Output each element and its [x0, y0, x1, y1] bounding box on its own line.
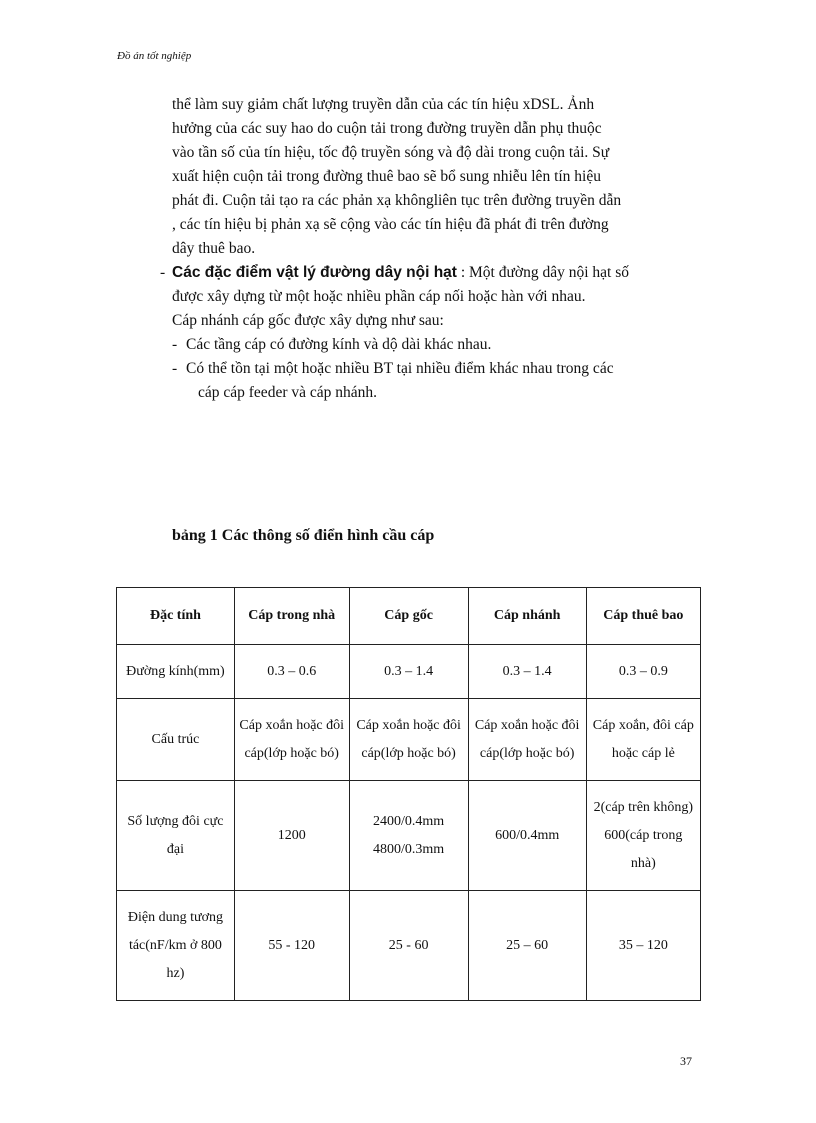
sub-bullet: [160, 357, 700, 381]
table-cell: 35 – 120: [586, 891, 700, 1001]
table-cell: 600/0.4mm: [468, 781, 586, 891]
table-cell: Điện dung tương tác(nF/km ở 800 hz): [117, 891, 235, 1001]
table-header-cell: Cáp thuê bao: [586, 588, 700, 645]
paragraph-line: dây thuê bao.: [172, 240, 256, 257]
paragraph-line: hưởng của các suy hao do cuộn tải trong đường truyền dẫn phụ thuộc: [172, 120, 602, 137]
table-cell: 25 – 60: [468, 891, 586, 1001]
table-cell: 0.3 – 0.6: [234, 645, 349, 699]
table-header-cell: Cáp trong nhà: [234, 588, 349, 645]
paragraph: [172, 93, 700, 261]
table-header-row: [117, 588, 701, 645]
table-cell: 0.3 – 1.4: [349, 645, 468, 699]
table-row: [117, 699, 701, 781]
table-cell: 2(cáp trên không) 600(cáp trong nhà): [586, 781, 700, 891]
sub-bullet-dash: -: [172, 360, 178, 377]
bullet-item: [160, 261, 700, 405]
table-cell: 0.3 – 1.4: [468, 645, 586, 699]
table-caption: bảng 1 Các thông số điển hình cầu cáp: [172, 527, 435, 544]
table-header-cell: Cáp nhánh: [468, 588, 586, 645]
table-row: [117, 645, 701, 699]
paragraph-line: vào tần số của tín hiệu, tốc độ truyền sóng và độ dài trong cuộn tải. Sự: [172, 144, 610, 161]
paragraph-line: , các tín hiệu bị phản xạ sẽ cộng vào các tín hiệu đã phát đi trên đường: [172, 216, 609, 233]
table-cell: 55 - 120: [234, 891, 349, 1001]
bullet-dash: -: [160, 264, 166, 281]
table-cell: Cáp xoắn, đôi cáp hoặc cáp lẻ: [586, 699, 700, 781]
bullet-text: : Một đường dây nội hạt số: [456, 264, 629, 281]
table-cell: Cấu trúc: [117, 699, 235, 781]
paragraph-line: thể làm suy giảm chất lượng truyền dẫn của các tín hiệu xDSL. Ảnh: [172, 96, 595, 113]
table-cell: 0.3 – 0.9: [586, 645, 700, 699]
table-cell: Cáp xoắn hoặc đôi cáp(lớp hoặc bó): [468, 699, 586, 781]
table-cell: 2400/0.4mm 4800/0.3mm: [349, 781, 468, 891]
bullet-first-line: [160, 261, 700, 285]
document-header: Đồ án tốt nghiệp: [117, 50, 192, 62]
bullet-line: Cáp nhánh cáp gốc được xây dựng như sau:: [172, 312, 444, 329]
table-cell: Số lượng đôi cực đại: [117, 781, 235, 891]
table-cell: Đường kính(mm): [117, 645, 235, 699]
bullet-line: được xây dựng từ một hoặc nhiều phần cáp nối hoặc hàn với nhau.: [172, 288, 586, 305]
paragraph-line: xuất hiện cuộn tải trong đường thuê bao sẽ bổ sung nhiễu lên tín hiệu: [172, 168, 601, 185]
sub-bullet-continuation: cáp cáp feeder và cáp nhánh.: [198, 384, 377, 401]
table-header-cell: Cáp gốc: [349, 588, 468, 645]
paragraph-line: phát đi. Cuộn tải tạo ra các phản xạ khôngliên tục trên đường truyền dẫn: [172, 192, 622, 209]
table-cell: Cáp xoắn hoặc đôi cáp(lớp hoặc bó): [349, 699, 468, 781]
table-cell: 1200: [234, 781, 349, 891]
body-text: [160, 93, 700, 405]
sub-bullet-dash: -: [172, 336, 178, 353]
sub-bullet-text: Có thể tồn tại một hoặc nhiều BT tại nhiều điểm khác nhau trong các: [186, 360, 614, 377]
table-cell: 25 - 60: [349, 891, 468, 1001]
page-number: 37: [680, 1054, 692, 1068]
table-cell: Cáp xoắn hoặc đôi cáp(lớp hoặc bó): [234, 699, 349, 781]
table-header-cell: Đặc tính: [117, 588, 235, 645]
table-row: [117, 781, 701, 891]
sub-bullet-text: Các tầng cáp có đường kính và dộ dài khác nhau.: [186, 336, 492, 353]
table-row: [117, 891, 701, 1001]
cable-parameters-table: [116, 587, 701, 1001]
bullet-bold-label: Các đặc điểm vật lý đường dây nội hạt: [172, 264, 457, 281]
sub-bullet: [160, 333, 700, 357]
